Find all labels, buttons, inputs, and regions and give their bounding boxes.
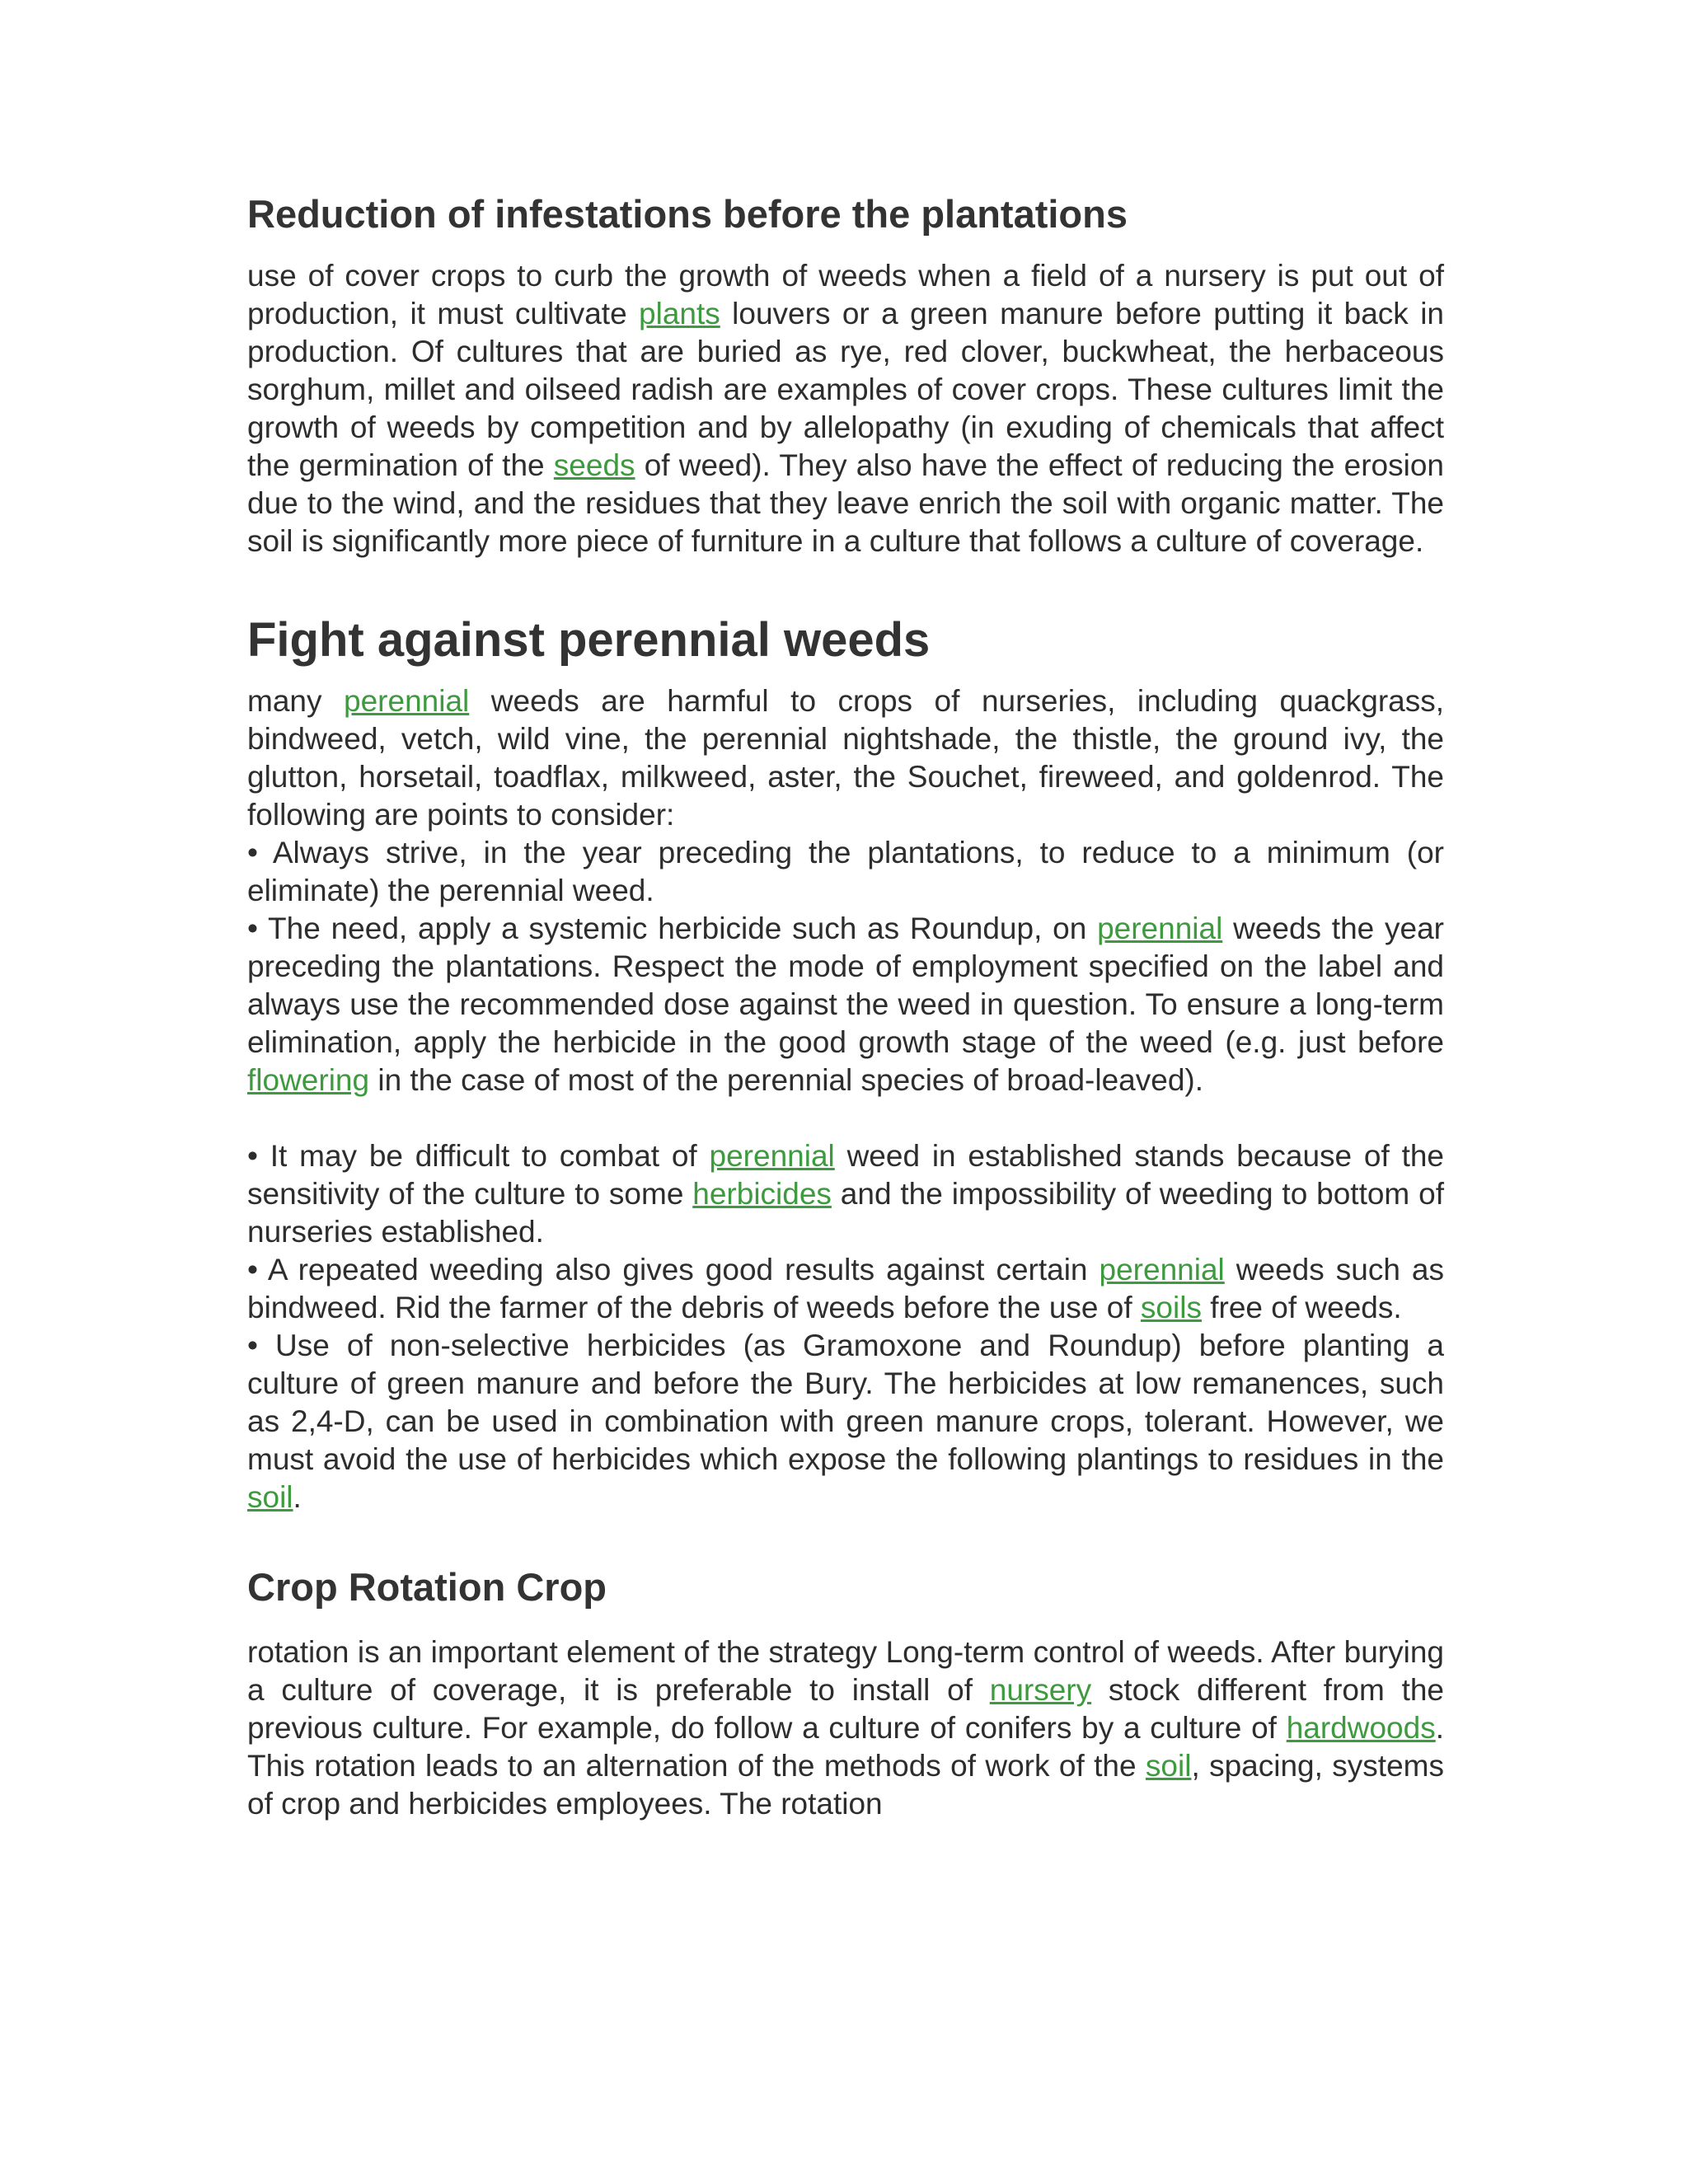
link-perennial[interactable]: perennial xyxy=(709,1138,835,1173)
paragraph-cover-crops xyxy=(247,257,1444,560)
text-run: of weed). They also have the effect of reducing the erosion due to the wind, and the residues that they leave enrich the soil with organic matter. The soil is significantly more piece of furniture in a culture that follows a culture of coverage. xyxy=(247,448,1444,559)
text-run: . xyxy=(293,1479,302,1514)
link-perennial[interactable]: perennial xyxy=(1097,911,1223,945)
paragraph-established-stands xyxy=(247,1137,1444,1516)
link-seeds[interactable]: seeds xyxy=(553,448,635,483)
text-run: louvers or a green manure before putting it back in production. Of cultures that are buried as rye, red clover, buckwheat, the herbaceous sorghum, millet and oilseed radish are examples of cover crops. These cultures limit the growth of weeds by competition and by allelopathy (in exuding of chemicals that affect the germination of the xyxy=(247,297,1444,483)
heading-reduction-of-infestations: Reduction of infestations before the plantations xyxy=(247,192,1128,236)
link-plants[interactable]: plants xyxy=(639,297,720,331)
text-run: , spacing, systems of crop and herbicides employees. The rotation xyxy=(247,1749,1444,1821)
heading-crop-rotation: Crop Rotation Crop xyxy=(247,1564,607,1609)
text-run: and the impossibility of weeding to bottom of nurseries established. xyxy=(247,1176,1444,1249)
link-hardwoods[interactable]: hardwoods xyxy=(1286,1711,1436,1746)
text-run: • It may be difficult to combat of xyxy=(247,1138,710,1173)
text-run: weed in established stands because of the sensitivity of the culture to some xyxy=(247,1138,1445,1211)
text-run: weeds the year preceding the plantations. Respect the mode of employment specified on the label and always use the recommended dose against the weed in question. To ensure a long-term elimination, apply the herbicide in the good growth stage of the weed (e.g. just before xyxy=(247,911,1444,1059)
text-run: • Use of non-selective herbicides (as Gramoxone and Roundup) before planting a culture of green manure and before the Bury. The herbicides at low remanences, such as 2,4-D, can be used in combination with green manure crops, tolerant. However, we must avoid the use of herbicides which expose the following plantings to residues in the xyxy=(247,1328,1444,1476)
text-run: weeds are harmful to crops of nurseries, including quackgrass, bindweed, vetch, wild vine, the perennial nightshade, the thistle, the ground ivy, the glutton, horsetail, toadflax, milkweed, aster, the Souchet, fireweed, and goldenrod. The following are points to consider: xyxy=(247,683,1444,832)
link-soil[interactable]: soil xyxy=(1145,1749,1192,1783)
text-run: weeds such as bindweed. Rid the farmer of the debris of weeds before the use of xyxy=(247,1252,1444,1324)
paragraph-perennial-weeds xyxy=(247,682,1444,1099)
link-perennial[interactable]: perennial xyxy=(344,683,470,718)
link-perennial[interactable]: perennial xyxy=(1099,1252,1225,1286)
document-page xyxy=(247,191,1444,1823)
text-run: rotation is an important element of the strategy Long-term control of weeds. After burying a culture of coverage, it is preferable to install of xyxy=(247,1635,1444,1708)
text-run: many xyxy=(247,683,345,718)
text-run: in the case of most of the perennial species of broad-leaved). xyxy=(369,1062,1203,1097)
text-run: free of weeds. xyxy=(1201,1290,1402,1324)
link-herbicides[interactable]: herbicides xyxy=(692,1176,832,1211)
text-run: • The need, apply a systemic herbicide such as Roundup, on xyxy=(247,911,1098,945)
text-run: . This rotation leads to an alternation of the methods of work of the xyxy=(247,1711,1444,1783)
text-run: • Always strive, in the year preceding the plantations, to reduce to a minimum (or eliminate) the perennial weed. xyxy=(247,835,1444,907)
paragraph-crop-rotation xyxy=(247,1633,1444,1823)
text-run: • A repeated weeding also gives good results against certain xyxy=(247,1252,1100,1286)
link-nursery[interactable]: nursery xyxy=(989,1673,1092,1708)
text-run: stock different from the previous culture. For example, do follow a culture of conifers by a culture of xyxy=(247,1673,1445,1746)
heading-fight-against-perennial-weeds: Fight against perennial weeds xyxy=(247,613,931,668)
text-run: use of cover crops to curb the growth of weeds when a field of a nursery is put out of production, it must cultivate xyxy=(247,259,1444,331)
link-soils[interactable]: soils xyxy=(1140,1290,1202,1324)
link-soil[interactable]: soil xyxy=(247,1479,293,1514)
link-flowering[interactable]: flowering xyxy=(247,1062,370,1097)
